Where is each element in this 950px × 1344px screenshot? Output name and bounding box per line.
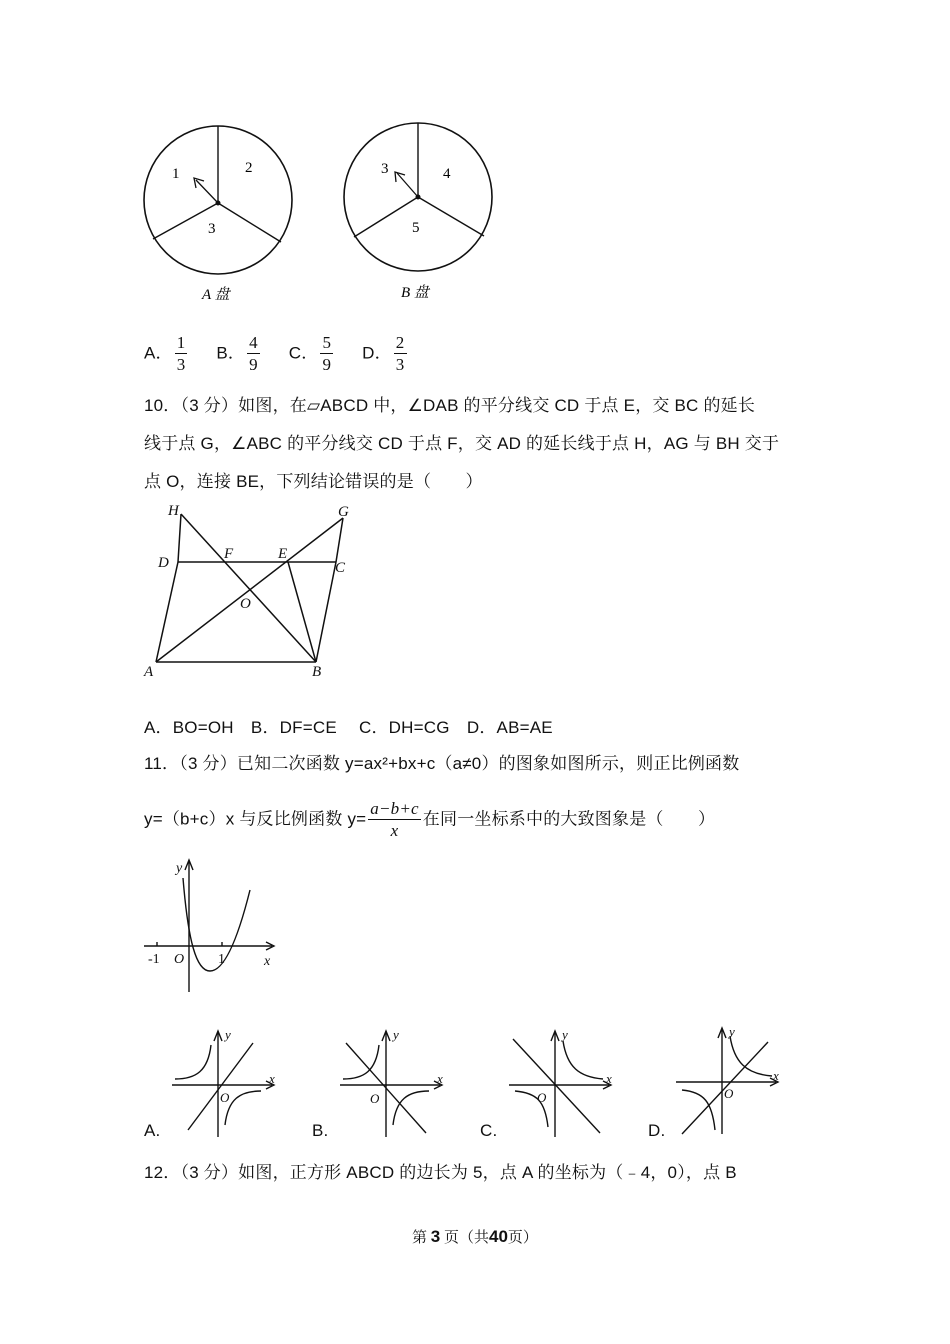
disc-b-sector-5: 5	[412, 220, 420, 236]
q9-option-a[interactable]: A． $\frac{1}{3}$	[144, 333, 186, 374]
q10-options: A．BO=OH B．DF=CE C．DH=CG D．AB=AE	[144, 718, 553, 737]
q9-options	[144, 334, 431, 374]
graph-origin-label: O	[174, 952, 185, 967]
label-b: B	[312, 664, 322, 680]
q9-option-d[interactable]: D． $\frac{2}{3}$	[362, 333, 405, 374]
disc-b-sector-4: 4	[443, 166, 451, 182]
q11-fraction: $\frac{a-b+c}{x}$	[370, 799, 419, 840]
page-number: 3	[430, 1227, 441, 1246]
disc-a-sector-1: 1	[172, 166, 180, 182]
label-h: H	[168, 503, 179, 519]
parabola-graph	[140, 850, 290, 995]
label-c: C	[335, 560, 346, 576]
page-total: 40	[489, 1227, 508, 1246]
spinner-figure	[130, 115, 510, 315]
q11-choice-d-graph[interactable]	[672, 1022, 792, 1140]
disc-b-caption: B 盘	[401, 285, 429, 301]
q11-line-1: 11．（3 分）已知二次函数 y=ax²+bx+c（a≠0）的图象如图所示，则正比例函数	[144, 754, 740, 773]
q12-line-1: 12．（3 分）如图，正方形 ABCD 的边长为 5，点 A 的坐标为（﹣4，0），点 B	[144, 1163, 737, 1182]
graph-1-label: 1	[218, 952, 225, 967]
q9-option-b[interactable]: B． $\frac{4}{9}$	[216, 333, 258, 374]
svg-text:y: y	[729, 1024, 735, 1039]
svg-text:x: x	[437, 1071, 443, 1086]
label-e: E	[278, 546, 288, 562]
disc-a-caption: A 盘	[202, 287, 230, 303]
svg-text:O: O	[370, 1091, 380, 1106]
svg-text:x: x	[773, 1068, 779, 1083]
disc-b	[344, 123, 492, 301]
svg-text:O: O	[220, 1090, 230, 1105]
label-f: F	[224, 546, 234, 562]
svg-text:O: O	[537, 1090, 547, 1105]
disc-a-sector-2: 2	[245, 160, 253, 176]
q11-choice-c-graph[interactable]	[505, 1025, 625, 1140]
q11-choice-d-letter[interactable]: D.	[648, 1121, 666, 1140]
q11-line-2: y=（b+c）x 与反比例函数 y= $\frac{a-b+c}{x}$ 在同一坐标系中的大致图象是（ ）	[144, 799, 716, 840]
label-o: O	[240, 596, 251, 612]
q9-option-c[interactable]: C． $\frac{5}{9}$	[288, 333, 332, 374]
label-g: G	[338, 504, 349, 520]
parallelogram-figure	[140, 498, 370, 688]
disc-a-sector-3: 3	[208, 221, 216, 237]
label-a: A	[144, 664, 154, 680]
disc-b-sector-3: 3	[381, 161, 389, 177]
svg-text:x: x	[269, 1071, 275, 1086]
q11-choice-b-letter[interactable]: B.	[312, 1121, 329, 1140]
graph-x-label: x	[264, 954, 271, 969]
graph-neg1-label: -1	[148, 952, 160, 967]
q11-choice-a-letter[interactable]: A.	[144, 1121, 161, 1140]
disc-a	[144, 126, 292, 303]
q10-line-3: 点 O，连接 BE，下列结论错误的是（ ）	[144, 472, 483, 491]
graph-y-label: y	[176, 861, 183, 876]
q11-choice-c-letter[interactable]: C.	[480, 1121, 498, 1140]
svg-text:x: x	[606, 1071, 612, 1086]
page-footer: 第 3 页（共40页）	[412, 1227, 538, 1246]
q10-line-1: 10．（3 分）如图，在▱ABCD 中，∠DAB 的平分线交 CD 于点 E，交 BC 的延长	[144, 396, 756, 415]
svg-text:y: y	[393, 1027, 399, 1042]
q10-line-2: 线于点 G，∠ABC 的平分线交 CD 于点 F，交 AD 的延长线于点 H，AG 与 BH 交于	[144, 434, 780, 453]
label-d: D	[158, 555, 169, 571]
q11-choice-a-graph[interactable]	[168, 1025, 288, 1140]
svg-text:y: y	[225, 1027, 231, 1042]
svg-text:O: O	[724, 1086, 734, 1101]
q11-choice-b-graph[interactable]	[336, 1025, 456, 1140]
svg-text:y: y	[562, 1027, 568, 1042]
